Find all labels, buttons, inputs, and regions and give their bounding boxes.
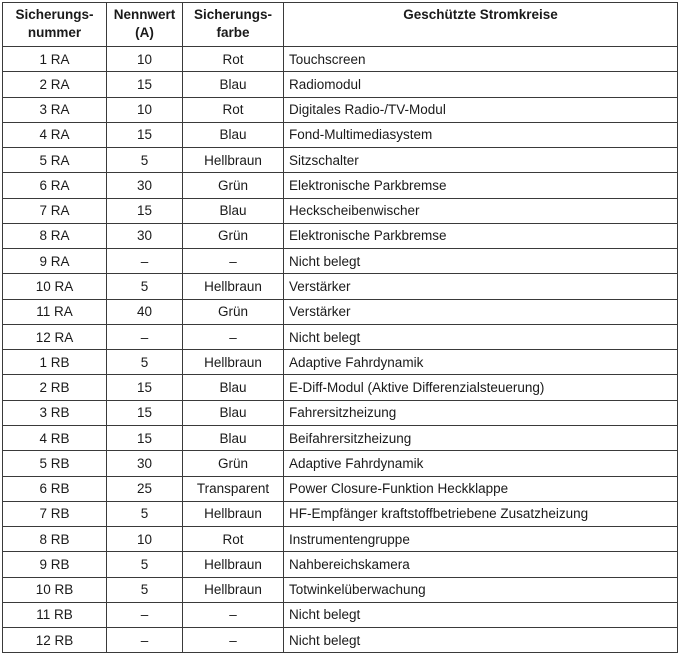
- rating-cell: 15: [107, 400, 183, 425]
- header-line: (A): [135, 25, 154, 40]
- rating-cell: 5: [107, 148, 183, 173]
- rating-cell: –: [107, 324, 183, 349]
- fuse-color-cell: –: [183, 324, 284, 349]
- fuse-number-cell: 11 RB: [3, 602, 107, 627]
- circuit-cell: Radiomodul: [284, 72, 678, 97]
- table-row: [3, 577, 678, 602]
- table-row: [3, 274, 678, 299]
- fuse-color-cell: Hellbraun: [183, 274, 284, 299]
- fuse-color-cell: Blau: [183, 425, 284, 450]
- fuse-number-cell: 12 RA: [3, 324, 107, 349]
- rating-cell: 30: [107, 223, 183, 248]
- rating-cell: 10: [107, 97, 183, 122]
- table-row: [3, 47, 678, 72]
- table-row: [3, 628, 678, 653]
- fuse-color-cell: Hellbraun: [183, 552, 284, 577]
- fuse-color-cell: Rot: [183, 47, 284, 72]
- table-row: [3, 249, 678, 274]
- header-line: Nennwert: [113, 7, 176, 22]
- fuse-color-cell: Grün: [183, 451, 284, 476]
- fuse-number-cell: 5 RB: [3, 451, 107, 476]
- fuse-number-cell: 4 RA: [3, 122, 107, 147]
- rating-cell: 5: [107, 274, 183, 299]
- table-row: [3, 350, 678, 375]
- circuit-cell: Verstärker: [284, 274, 678, 299]
- fuse-color-cell: Blau: [183, 122, 284, 147]
- fuse-number-cell: 1 RA: [3, 47, 107, 72]
- fuse-color-cell: Hellbraun: [183, 350, 284, 375]
- circuit-cell: Power Closure-Funktion Heckklappe: [284, 476, 678, 501]
- rating-cell: 5: [107, 577, 183, 602]
- fuse-number-cell: 1 RB: [3, 350, 107, 375]
- circuit-cell: Heckscheibenwischer: [284, 198, 678, 223]
- rating-cell: –: [107, 628, 183, 653]
- table-row: [3, 527, 678, 552]
- fuse-number-cell: 9 RB: [3, 552, 107, 577]
- circuit-cell: Nicht belegt: [284, 324, 678, 349]
- table-row: [3, 476, 678, 501]
- circuit-cell: Instrumentengruppe: [284, 527, 678, 552]
- rating-cell: 10: [107, 47, 183, 72]
- table-row: [3, 501, 678, 526]
- table-row: [3, 425, 678, 450]
- rating-cell: 15: [107, 375, 183, 400]
- circuit-cell: E-Diff-Modul (Aktive Differenzialsteuerung): [284, 375, 678, 400]
- fuse-number-cell: 6 RB: [3, 476, 107, 501]
- fuse-color-cell: Transparent: [183, 476, 284, 501]
- fuse-number-cell: 5 RA: [3, 148, 107, 173]
- header-line: Geschützte Stromkreise: [403, 7, 558, 22]
- fuse-color-cell: –: [183, 602, 284, 627]
- circuit-cell: Adaptive Fahrdynamik: [284, 451, 678, 476]
- table-row: [3, 97, 678, 122]
- header-fuse-number: [3, 3, 107, 47]
- fuse-number-cell: 3 RB: [3, 400, 107, 425]
- fuse-color-cell: Hellbraun: [183, 501, 284, 526]
- header-rating: [107, 3, 183, 47]
- rating-cell: 15: [107, 72, 183, 97]
- rating-cell: –: [107, 602, 183, 627]
- header-line: Sicherungs-: [15, 7, 94, 22]
- circuit-cell: Elektronische Parkbremse: [284, 223, 678, 248]
- rating-cell: 15: [107, 122, 183, 147]
- fuse-number-cell: 8 RB: [3, 527, 107, 552]
- fuse-table: [2, 2, 678, 653]
- table-body: [3, 47, 678, 653]
- circuit-cell: Touchscreen: [284, 47, 678, 72]
- fuse-color-cell: –: [183, 249, 284, 274]
- circuit-cell: Nicht belegt: [284, 602, 678, 627]
- header-line: Sicherungs-: [193, 7, 272, 22]
- fuse-number-cell: 3 RA: [3, 97, 107, 122]
- rating-cell: 15: [107, 198, 183, 223]
- circuit-cell: Nahbereichskamera: [284, 552, 678, 577]
- fuse-color-cell: Grün: [183, 299, 284, 324]
- fuse-color-cell: Blau: [183, 400, 284, 425]
- fuse-color-cell: Hellbraun: [183, 148, 284, 173]
- fuse-color-cell: –: [183, 628, 284, 653]
- fuse-number-cell: 6 RA: [3, 173, 107, 198]
- circuit-cell: Totwinkelüberwachung: [284, 577, 678, 602]
- fuse-color-cell: Blau: [183, 375, 284, 400]
- fuse-color-cell: Grün: [183, 173, 284, 198]
- fuse-color-cell: Rot: [183, 527, 284, 552]
- rating-cell: 5: [107, 350, 183, 375]
- table-row: [3, 552, 678, 577]
- table-row: [3, 198, 678, 223]
- rating-cell: 15: [107, 425, 183, 450]
- header-protected-circuits: [284, 3, 678, 47]
- table-row: [3, 400, 678, 425]
- fuse-number-cell: 2 RA: [3, 72, 107, 97]
- table-row: [3, 72, 678, 97]
- circuit-cell: Nicht belegt: [284, 249, 678, 274]
- circuit-cell: Fond-Multimediasystem: [284, 122, 678, 147]
- circuit-cell: Sitzschalter: [284, 148, 678, 173]
- table-row: [3, 122, 678, 147]
- fuse-number-cell: 7 RB: [3, 501, 107, 526]
- table-row: [3, 173, 678, 198]
- rating-cell: –: [107, 249, 183, 274]
- header-line: farbe: [216, 25, 250, 40]
- fuse-number-cell: 10 RB: [3, 577, 107, 602]
- fuse-color-cell: Blau: [183, 198, 284, 223]
- header-line: nummer: [27, 25, 82, 40]
- header-fuse-color: [183, 3, 284, 47]
- circuit-cell: Nicht belegt: [284, 628, 678, 653]
- fuse-color-cell: Rot: [183, 97, 284, 122]
- table-row: [3, 451, 678, 476]
- fuse-color-cell: Hellbraun: [183, 577, 284, 602]
- fuse-number-cell: 2 RB: [3, 375, 107, 400]
- rating-cell: 30: [107, 451, 183, 476]
- fuse-color-cell: Grün: [183, 223, 284, 248]
- table-header-row: [3, 3, 678, 47]
- table-row: [3, 602, 678, 627]
- rating-cell: 25: [107, 476, 183, 501]
- table-row: [3, 375, 678, 400]
- circuit-cell: HF-Empfänger kraftstoffbetriebene Zusatzheizung: [284, 501, 678, 526]
- circuit-cell: Beifahrersitzheizung: [284, 425, 678, 450]
- circuit-cell: Fahrersitzheizung: [284, 400, 678, 425]
- fuse-color-cell: Blau: [183, 72, 284, 97]
- fuse-number-cell: 12 RB: [3, 628, 107, 653]
- circuit-cell: Elektronische Parkbremse: [284, 173, 678, 198]
- fuse-number-cell: 4 RB: [3, 425, 107, 450]
- fuse-number-cell: 7 RA: [3, 198, 107, 223]
- rating-cell: 10: [107, 527, 183, 552]
- table-row: [3, 148, 678, 173]
- fuse-number-cell: 9 RA: [3, 249, 107, 274]
- rating-cell: 40: [107, 299, 183, 324]
- table-row: [3, 223, 678, 248]
- circuit-cell: Adaptive Fahrdynamik: [284, 350, 678, 375]
- table-row: [3, 324, 678, 349]
- circuit-cell: Digitales Radio-/TV-Modul: [284, 97, 678, 122]
- rating-cell: 30: [107, 173, 183, 198]
- rating-cell: 5: [107, 552, 183, 577]
- rating-cell: 5: [107, 501, 183, 526]
- fuse-number-cell: 10 RA: [3, 274, 107, 299]
- circuit-cell: Verstärker: [284, 299, 678, 324]
- fuse-number-cell: 11 RA: [3, 299, 107, 324]
- table-row: [3, 299, 678, 324]
- fuse-number-cell: 8 RA: [3, 223, 107, 248]
